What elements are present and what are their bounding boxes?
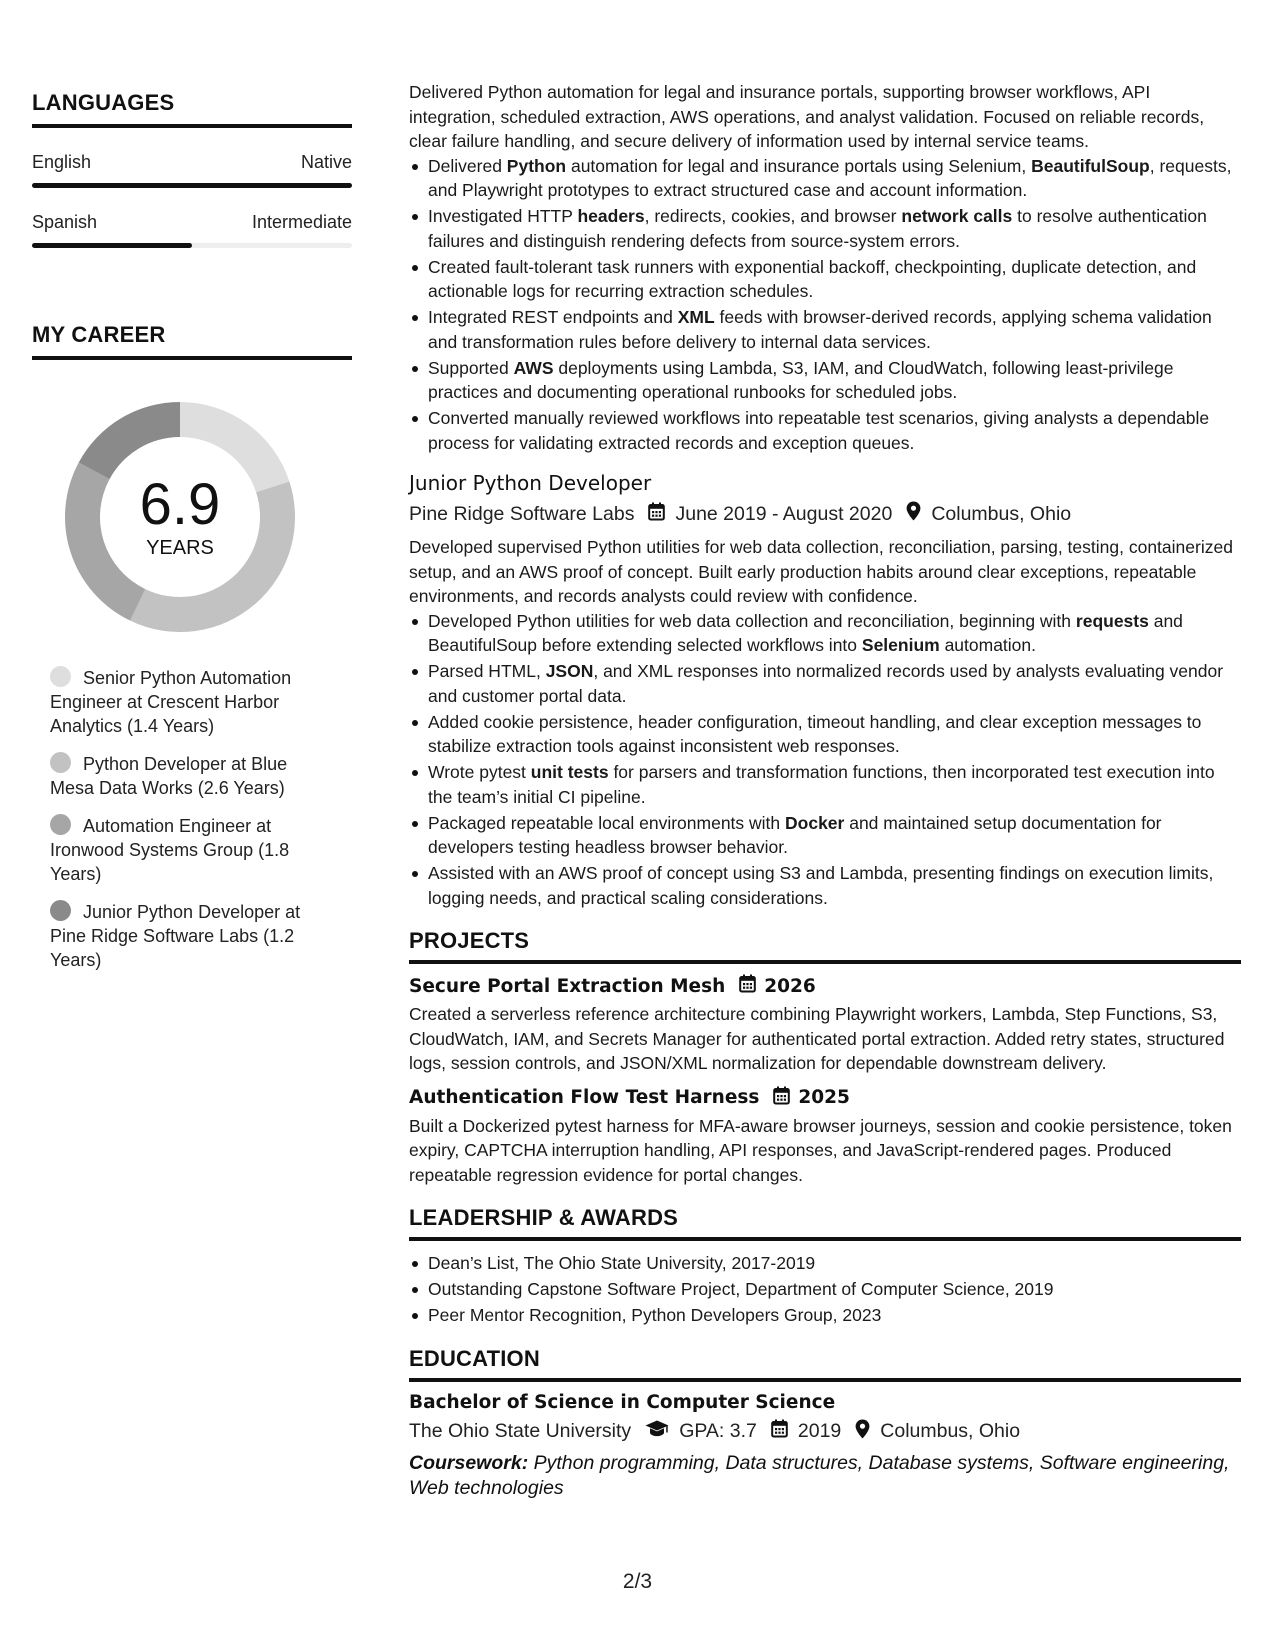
sidebar <box>32 90 352 986</box>
language-name: Spanish <box>32 212 98 232</box>
job-summary: Developed supervised Python utilities for web data collection, reconciliation, parsing, testing, containerized setup, and an AWS proof of concept. Built early production habits around clear exceptions, repeatable environments, and records analysts could review with confidence. <box>409 537 1233 606</box>
legend-label: Senior Python Automation Engineer at Crescent Harbor Analytics (1.4 Years) <box>50 668 292 736</box>
awards-section <box>409 1205 1241 1328</box>
legend-item <box>50 666 315 738</box>
bullet-item: Parsed HTML, JSON, and XML responses into normalized records used by analysts evaluating vendor and customer portal data. <box>409 659 1241 708</box>
project-header <box>409 974 1241 998</box>
job-title: Junior Python Developer <box>409 471 652 495</box>
section-divider <box>409 960 1241 964</box>
language-item <box>32 212 352 248</box>
language-proficiency-bar <box>32 243 352 248</box>
donut-center <box>65 402 295 632</box>
bullet-item: Created fault-tolerant task runners with exponential backoff, checkpointing, duplicate detection, and actionable logs for recurring extraction schedules. <box>409 255 1241 304</box>
job-meta <box>409 501 1241 527</box>
languages-section <box>32 90 352 248</box>
job-dates: June 2019 - August 2020 <box>675 502 893 525</box>
bullet-item: Integrated REST endpoints and XML feeds with browser-derived records, applying schema validation and transformation rules before delivery to internal data services. <box>409 305 1241 354</box>
bullet-item: Added cookie persistence, header configuration, timeout handling, and clear exception messages to stabilize extraction tools against inconsistent web responses. <box>409 710 1241 759</box>
degree-title: Bachelor of Science in Computer Science <box>409 1391 836 1413</box>
job-location: Columbus, Ohio <box>931 502 1072 525</box>
page-number: 2/3 <box>622 1570 653 1593</box>
project-name: Authentication Flow Test Harness <box>409 1087 760 1108</box>
project-description: Created a serverless reference architecture combining Playwright workers, Lambda, Step Functions, S3, CloudWatch, IAM, and Secrets Manager for authenticated portal extraction. Added retry states, structured logs, session controls, and JSON/XML normalization for dependable downstream delivery. <box>409 1004 1225 1073</box>
projects-heading: PROJECTS <box>409 928 530 953</box>
language-proficiency-fill <box>32 243 192 248</box>
projects-section <box>409 928 1241 1187</box>
graduation-cap-icon <box>645 1420 669 1443</box>
job-bullets <box>409 609 1241 911</box>
award-item: Peer Mentor Recognition, Python Developers Group, 2023 <box>409 1303 1241 1328</box>
section-divider <box>32 124 352 128</box>
career-legend <box>50 666 315 972</box>
education-section <box>409 1346 1241 1501</box>
job-bullets <box>409 154 1241 456</box>
project-header <box>409 1086 1241 1110</box>
education-meta <box>409 1419 1241 1445</box>
language-name: English <box>32 152 92 172</box>
legend-item <box>50 900 315 972</box>
award-item: Dean’s List, The Ohio State University, 2017-2019 <box>409 1251 1241 1276</box>
map-pin-icon <box>906 501 921 527</box>
coursework-list: Python programming, Data structures, Database systems, Software engineering, Web technologies <box>409 1451 1230 1499</box>
legend-dot <box>50 814 71 835</box>
calendar-icon <box>648 502 665 527</box>
award-item: Outstanding Capstone Software Project, Department of Computer Science, 2019 <box>409 1277 1241 1302</box>
experience-entry-continued <box>409 80 1241 455</box>
total-years-value: 6.9 <box>139 471 221 537</box>
bullet-item: Supported AWS deployments using Lambda, S3, IAM, and CloudWatch, following least-privilege practices and documenting operational runbooks for scheduled jobs. <box>409 356 1241 405</box>
bullet-item: Packaged repeatable local environments with Docker and maintained setup documentation for developers testing headless browser behavior. <box>409 811 1241 860</box>
map-pin-icon <box>855 1419 870 1445</box>
graduation-year: 2019 <box>797 1420 842 1442</box>
language-level: Intermediate <box>251 212 352 232</box>
legend-item <box>50 752 315 800</box>
project-description: Built a Dockerized pytest harness for MFA-aware browser journeys, session and cookie persistence, token expiry, CAPTCHA interruption handling, API responses, and JavaScript-rendered pages. Produced repeatable regression evidence for portal changes. <box>409 1115 1232 1185</box>
languages-heading: LANGUAGES <box>32 90 175 115</box>
bullet-item: Delivered Python automation for legal and insurance portals using Selenium, BeautifulSoup, requests, and Playwright prototypes to extract structured case and account information. <box>409 154 1241 203</box>
main-content <box>409 80 1241 1501</box>
legend-dot <box>50 900 71 921</box>
coursework <box>409 1451 1241 1501</box>
legend-label: Junior Python Developer at Pine Ridge Software Labs (1.2 Years) <box>50 902 301 970</box>
bullet-item: Assisted with an AWS proof of concept using S3 and Lambda, presenting findings on execution limits, logging needs, and practical scaling considerations. <box>409 861 1241 910</box>
bullet-item: Wrote pytest unit tests for parsers and transformation functions, then incorporated test execution into the team’s initial CI pipeline. <box>409 760 1241 809</box>
bullet-item: Developed Python utilities for web data collection and reconciliation, beginning with requests and BeautifulSoup before extending selected workflows into Selenium automation. <box>409 609 1241 658</box>
project-year: 2025 <box>798 1087 850 1108</box>
career-section <box>32 322 352 972</box>
experience-entry <box>409 471 1241 910</box>
bullet-item: Investigated HTTP headers, redirects, cookies, and browser network calls to resolve authentication failures and distinguish rendering defects from source-system errors. <box>409 204 1241 253</box>
company-name: Pine Ridge Software Labs <box>409 502 635 525</box>
coursework-label: Coursework: <box>409 1451 529 1474</box>
section-divider <box>409 1378 1241 1382</box>
awards-heading: LEADERSHIP & AWARDS <box>409 1205 679 1230</box>
education-heading: EDUCATION <box>409 1345 540 1371</box>
legend-label: Python Developer at Blue Mesa Data Works (2.6 Years) <box>50 754 288 798</box>
career-heading: MY CAREER <box>32 322 166 347</box>
calendar-icon <box>771 1419 788 1444</box>
project-item <box>409 974 1241 1076</box>
section-divider <box>32 356 352 360</box>
bullet-item: Converted manually reviewed workflows into repeatable test scenarios, giving analysts a dependable process for validating extracted records and exception queues. <box>409 406 1241 455</box>
section-divider <box>409 1237 1241 1241</box>
total-years-unit: YEARS <box>146 536 214 559</box>
gpa: GPA: 3.7 <box>679 1420 757 1442</box>
legend-item <box>50 814 315 886</box>
language-proficiency-bar <box>32 183 352 188</box>
legend-dot <box>50 752 71 773</box>
job-summary: Delivered Python automation for legal and insurance portals, supporting browser workflows, API integration, scheduled extraction, AWS operations, and analyst validation. Focused on reliable records, clear failure handling, and secure delivery of information used by internal service teams. <box>409 82 1205 151</box>
project-item <box>409 1086 1241 1188</box>
legend-label: Automation Engineer at Ironwood Systems Group (1.8 Years) <box>50 816 290 884</box>
school-location: Columbus, Ohio <box>880 1420 1021 1442</box>
school-name: The Ohio State University <box>409 1420 632 1442</box>
language-proficiency-fill <box>32 183 352 188</box>
legend-dot <box>50 666 71 687</box>
project-name: Secure Portal Extraction Mesh <box>409 975 726 997</box>
calendar-icon <box>773 1086 790 1110</box>
awards-list <box>409 1251 1241 1328</box>
language-item <box>32 152 352 188</box>
career-donut-chart <box>65 402 295 632</box>
language-level: Native <box>300 152 352 172</box>
calendar-icon <box>739 974 756 998</box>
project-year: 2026 <box>764 975 816 997</box>
